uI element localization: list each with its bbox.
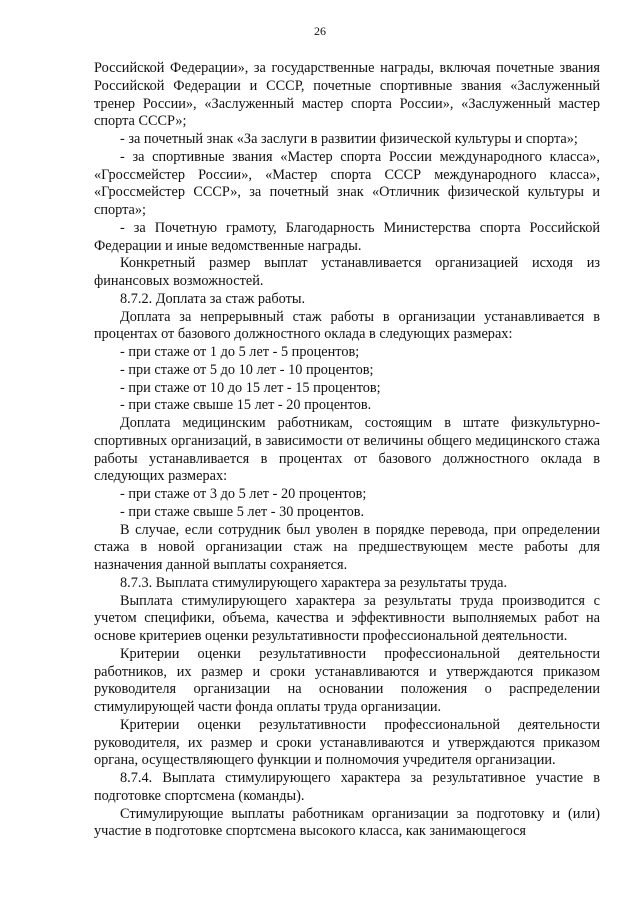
list-item: - при стаже от 3 до 5 лет - 20 процентов;	[120, 486, 367, 502]
list-item: - за почетный знак «За заслуги в развитии физической культуры и спорта»;	[120, 131, 578, 147]
list-item: - при стаже свыше 15 лет - 20 процентов.	[120, 397, 372, 414]
list-item: - при стаже от 1 до 5 лет - 5 процентов;	[120, 344, 360, 360]
section-heading: 8.7.2. Доплата за стаж работы.	[120, 290, 306, 307]
paragraph: Критерии оценки результативности профессиональной деятельности работников, их размер и сроки устанавливаются и утверждаются приказом руководителя организации на основании положения о распределении стимулирующей части фонда оплаты труда организации.	[94, 645, 600, 715]
list-item: - при стаже от 5 до 10 лет - 10 процентов;	[120, 361, 374, 378]
list-item: - за Почетную грамоту, Благодарность Министерства спорта Российской Федерации и иные ведомственные награды.	[94, 219, 600, 254]
list-item: - при стаже от 10 до 15 лет - 15 процентов;	[120, 379, 381, 396]
paragraph: Доплата за непрерывный стаж работы в организации устанавливается в процентах от базового должностного оклада в следующих размерах:	[94, 308, 600, 343]
paragraph: Конкретный размер выплат устанавливается организацией исходя из финансовых возможностей.	[94, 255, 600, 289]
page-number: 26	[314, 24, 326, 38]
section-heading: 8.7.4. Выплата стимулирующего характера за результативное участие в подготовке спортсмена (команды).	[94, 770, 600, 804]
list-item: - при стаже свыше 5 лет - 30 процентов.	[120, 503, 365, 520]
list-item: - за спортивные звания «Мастер спорта России международного класса», «Гроссмейстер России», «Мастер спорта СССР международного класса», «Гроссмейстер СССР», за почетный знак «Отличник физической культуры и спорта»;	[94, 148, 600, 218]
paragraph: Выплата стимулирующего характера за результаты труда производится с учетом специфики, объема, качества и эффективности выполняемых работ на основе критериев оценки результативности профессиональной деятельности.	[94, 592, 600, 644]
paragraph: В случае, если сотрудник был уволен в порядке перевода, при определении стажа в новой организации стаж на предшествующем месте работы для назначения данной выплаты сохраняется.	[94, 521, 600, 573]
paragraph: Доплата медицинским работникам, состоящим в штате физкультурно-спортивных организаций, в зависимости от величины общего медицинского стажа работы устанавливается в процентах от базового должностного оклада в следующих размерах:	[94, 415, 600, 485]
paragraph: Стимулирующие выплаты работникам организации за подготовку и (или) участие в подготовке спортсмена высокого класса, как занимающегося	[94, 805, 600, 840]
paragraph: Критерии оценки результативности профессиональной деятельности руководителя, их размер и сроки устанавливаются и утверждаются приказом органа, осуществляющего функции и полномочия учредителя организации.	[94, 716, 600, 769]
document-body	[94, 60, 600, 841]
section-heading: 8.7.3. Выплата стимулирующего характера за результаты труда.	[120, 574, 508, 591]
paragraph-continuation: Российской Федерации», за государственные награды, включая почетные звания Российской Федерации и СССР, почетные спортивные звания «Заслуженный тренер России», «Заслуженный мастер спорта России», «Заслуженный мастер спорта СССР»;	[94, 60, 600, 130]
